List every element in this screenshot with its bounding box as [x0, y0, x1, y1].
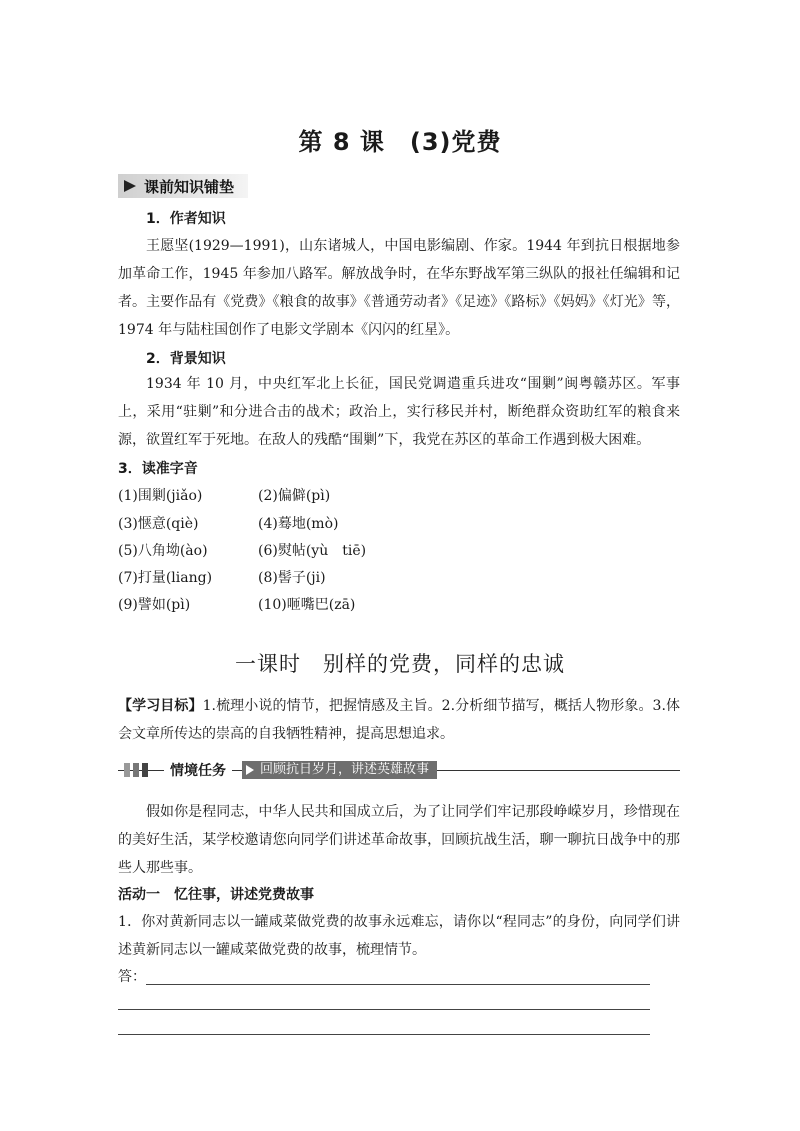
author-heading: 1．作者知识 — [146, 211, 226, 227]
background-heading: 2．背景知识 — [146, 351, 226, 367]
pronunciation-item: (2)偏僻(pì) — [258, 488, 331, 504]
answer-label: 答： — [118, 969, 146, 985]
task-banner — [242, 761, 437, 779]
section-tag-label: 课前知识铺垫 — [144, 177, 235, 196]
decorative-blocks-icon — [124, 763, 148, 777]
learning-goals — [118, 692, 680, 748]
pronunciation-row — [118, 513, 618, 539]
author-paragraph: 王愿坚(1929—1991)，山东诸城人，中国电影编剧、作家。1944 年到抗日根据地参加革命工作，1945 年参加八路军。解放战争时，在华东野战军第三纵队的报社任编辑和记者。主要作品有《党费》《粮食的故事》《普通劳动者》《足迹》《路标》《妈妈》《灯光》等，1974 年与陆柱国创作了电影文学剧本《闪闪的红星》。 — [118, 238, 680, 338]
scenario-text: 假如你是程同志，中华人民共和国成立后，为了让同学们牢记那段峥嵘岁月，珍惜现在的美好生活，某学校邀请您向同学们讲述革命故事，回顾抗战生活，聊一聊抗日战争中的那些人那些事。 — [118, 804, 680, 876]
pronunciation-item: (1)围剿(jiǎo) — [118, 488, 203, 504]
task-label: 情境任务 — [164, 760, 232, 780]
learning-goals-tag: 【学习目标】 — [118, 698, 203, 714]
pronunciation-row — [118, 567, 618, 593]
task-banner-text: 回顾抗日岁月，讲述英雄故事 — [260, 762, 430, 777]
page-title: 第 8 课 (3)党费 — [298, 128, 502, 156]
question-1: 1．你对黄新同志以一罐咸菜做党费的故事永远难忘，请你以“程同志”的身份，向同学们讲述黄新同志以一罐咸菜做党费的故事，梳理情节。 — [118, 914, 680, 958]
lesson-title: 一课时 别样的党费，同样的忠诚 — [235, 652, 565, 676]
pronunciation-item: (10)咂嘴巴(zā) — [258, 597, 356, 613]
pronunciation-item: (4)蓦地(mò) — [258, 516, 339, 532]
answer-line[interactable] — [118, 1034, 650, 1035]
activity-heading: 活动一 忆往事，讲述党费故事 — [118, 887, 314, 903]
answer-line[interactable] — [146, 984, 650, 985]
play-arrow-icon — [246, 765, 254, 775]
pronunciation-item: (7)打量(liang) — [118, 570, 213, 586]
arrow-marker-icon — [124, 180, 136, 192]
pronunciation-heading: 3．读准字音 — [118, 461, 198, 477]
pronunciation-item: (5)八角坳(ào) — [118, 543, 208, 559]
background-paragraph: 1934 年 10 月，中央红军北上长征，国民党调遣重兵进攻“围剿”闽粤赣苏区。军事上，采用“驻剿”和分进合击的战术；政治上，实行移民并村，断绝群众资助红军的粮食来源，欲置红军于死地。在敌人的残酷“围剿”下，我党在苏区的革命工作遇到极大困难。 — [118, 376, 680, 448]
pronunciation-item: (8)髻子(ji) — [258, 570, 326, 586]
pronunciation-row — [118, 540, 618, 566]
pronunciation-item: (3)惬意(qiè) — [118, 516, 199, 532]
pronunciation-item: (9)譬如(pì) — [118, 597, 191, 613]
pronunciation-item: (6)熨帖(yù tiē) — [258, 543, 367, 559]
scenario-paragraph — [118, 798, 680, 882]
pronunciation-row — [118, 485, 618, 511]
answer-line[interactable] — [118, 1009, 650, 1010]
learning-goals-text: 1.梳理小说的情节，把握情感及主旨。2.分析细节描写，概括人物形象。3.体会文章所传达的崇高的自我牺牲精神，提高思想追求。 — [118, 698, 680, 742]
section-tag — [118, 174, 248, 198]
task-bar — [118, 760, 680, 780]
pronunciation-row — [118, 594, 618, 620]
